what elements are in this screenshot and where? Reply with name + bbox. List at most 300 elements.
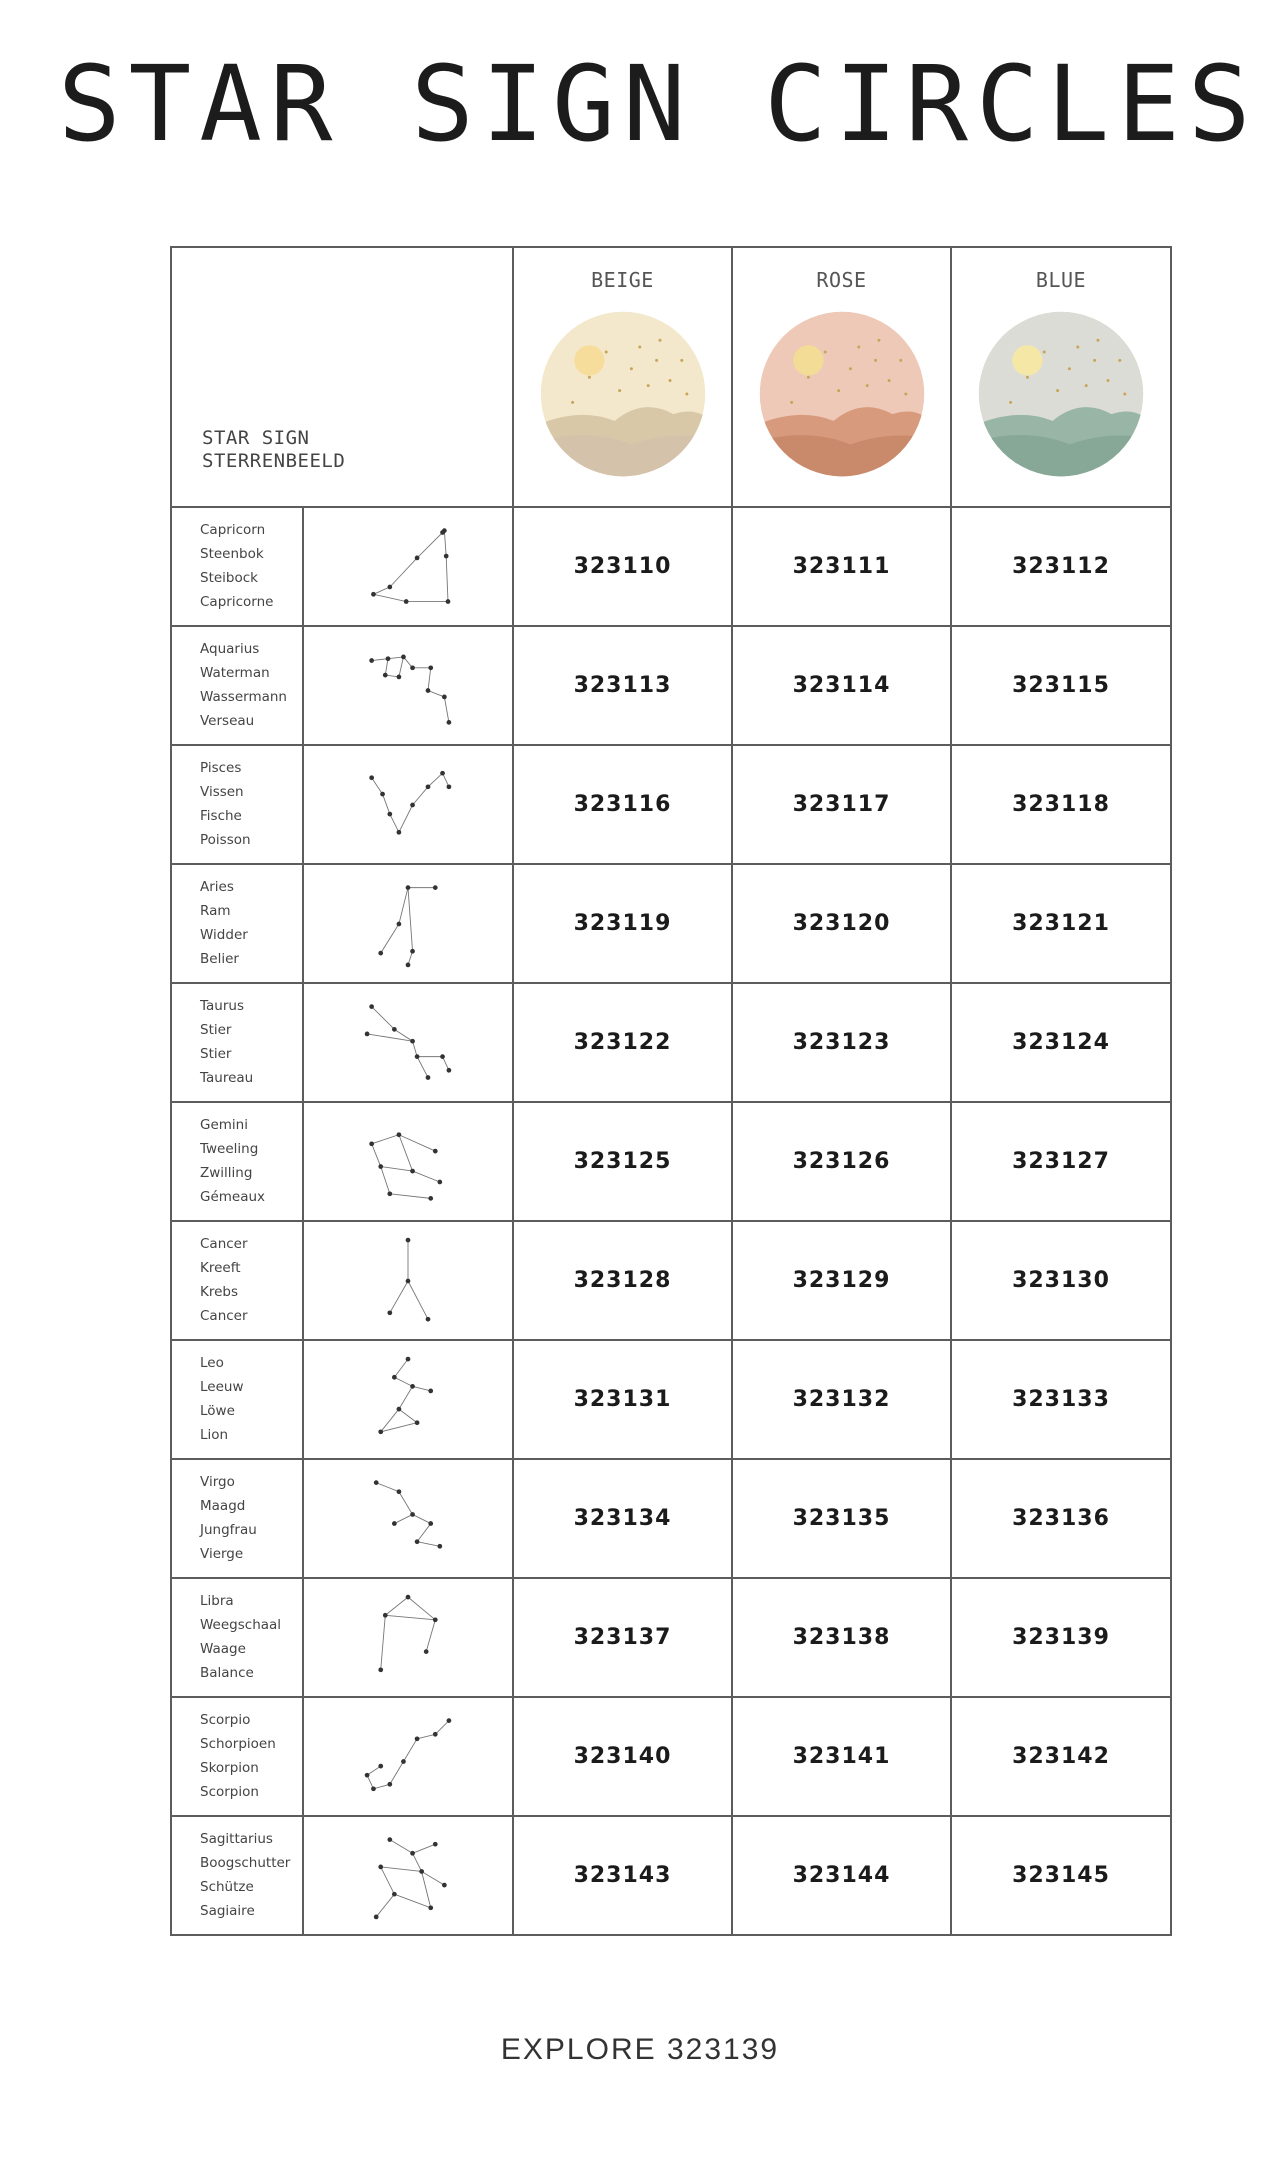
constellation-line	[390, 1761, 404, 1784]
constellation-line	[417, 530, 444, 557]
sky-star	[680, 359, 683, 362]
constellation-star	[433, 1148, 438, 1153]
sky-star	[887, 379, 890, 382]
article-code: 323141	[732, 1697, 951, 1816]
constellation-star	[369, 1004, 374, 1009]
constellation-star	[387, 1310, 392, 1315]
constellation-line	[373, 594, 406, 601]
sky-star	[877, 339, 880, 342]
constellation-line	[390, 557, 417, 586]
constellation-star	[378, 1864, 383, 1869]
sky-star	[618, 389, 621, 392]
sign-name: Waage	[200, 1641, 246, 1657]
constellation-line	[399, 887, 408, 923]
sky-star	[848, 367, 851, 370]
constellation-star	[410, 1512, 415, 1517]
table-row	[171, 1697, 1171, 1816]
constellation-star	[428, 1196, 433, 1201]
constellation-star	[433, 885, 438, 890]
article-code: 323117	[732, 745, 951, 864]
constellation-line	[372, 658, 388, 660]
variant-blue	[951, 247, 1171, 507]
article-code: 323114	[732, 626, 951, 745]
sign-name: Vierge	[200, 1546, 244, 1562]
sign-name: Boogschutter	[200, 1855, 291, 1871]
sign-name: Verseau	[200, 713, 255, 729]
constellation-line	[376, 1894, 394, 1917]
constellation-line	[385, 1615, 435, 1620]
table-row	[171, 1102, 1171, 1221]
sign-names	[171, 626, 303, 745]
constellation-line	[399, 805, 413, 832]
constellation-line	[408, 887, 413, 951]
sign-name: Wassermann	[200, 689, 287, 705]
product-table	[170, 246, 1172, 1936]
article-code: 323143	[513, 1816, 732, 1935]
constellation-star	[387, 1781, 392, 1786]
constellation-line	[413, 1853, 422, 1871]
constellation-star	[426, 1316, 431, 1321]
constellation-star	[406, 1278, 411, 1283]
sign-name: Skorpion	[200, 1760, 259, 1776]
constellation-star	[392, 1891, 397, 1896]
constellation-line	[372, 777, 383, 793]
constellation-line	[435, 1720, 449, 1734]
sky-star	[1056, 389, 1059, 392]
constellation-star	[365, 1031, 370, 1036]
article-code: 323116	[513, 745, 732, 864]
constellation-star	[374, 1480, 379, 1485]
sign-name: Leo	[200, 1355, 224, 1371]
constellation-line	[399, 1491, 413, 1514]
constellation-line	[408, 1597, 435, 1620]
constellation-star	[397, 1489, 402, 1494]
sky-star	[668, 379, 671, 382]
constellation-star	[404, 599, 409, 604]
variant-beige	[513, 247, 732, 507]
constellation-line	[444, 530, 446, 555]
sky-star	[904, 392, 907, 395]
constellation-star	[383, 672, 388, 677]
constellation-star	[386, 656, 391, 661]
constellation-line	[376, 1482, 399, 1491]
constellation-icon	[348, 1112, 468, 1212]
article-code: 323136	[951, 1459, 1171, 1578]
sign-name: Pisces	[200, 760, 242, 776]
constellation-line	[381, 924, 399, 953]
sky-star	[865, 384, 868, 387]
article-code: 323118	[951, 745, 1171, 864]
constellation-line	[372, 1006, 395, 1029]
constellation-line	[381, 1866, 395, 1893]
constellation-line	[394, 1894, 430, 1908]
constellation-line	[372, 1143, 381, 1166]
constellation-line	[372, 1134, 399, 1143]
constellation-cell	[303, 1697, 513, 1816]
article-code: 323123	[732, 983, 951, 1102]
constellation-star	[428, 1521, 433, 1526]
sign-name: Capricorn	[200, 522, 266, 538]
constellation-star	[426, 1075, 431, 1080]
article-code: 323135	[732, 1459, 951, 1578]
sign-names	[171, 1697, 303, 1816]
constellation-star	[387, 584, 392, 589]
constellation-icon	[348, 993, 468, 1093]
sky-star	[587, 376, 590, 379]
constellation-star	[415, 1420, 420, 1425]
constellation-line	[413, 1171, 440, 1182]
sign-name: Maagd	[200, 1498, 246, 1514]
constellation-star	[378, 1429, 383, 1434]
sky-star	[1093, 359, 1096, 362]
sky-star	[629, 367, 632, 370]
sign-names	[171, 864, 303, 983]
sky-star	[899, 359, 902, 362]
constellation-star	[440, 1054, 445, 1059]
hill-front	[758, 435, 926, 478]
constellation-line	[399, 1386, 413, 1409]
constellation-cell	[303, 745, 513, 864]
constellation-cell	[303, 1459, 513, 1578]
constellation-star	[426, 784, 431, 789]
sign-name: Leeuw	[200, 1379, 244, 1395]
sign-name: Krebs	[200, 1284, 239, 1300]
sign-names	[171, 507, 303, 626]
constellation-line	[394, 1514, 412, 1523]
constellation-line	[394, 1359, 408, 1377]
constellation-star	[437, 1543, 442, 1548]
table-row	[171, 1578, 1171, 1697]
constellation-line	[417, 1056, 428, 1077]
table-row	[171, 507, 1171, 626]
constellation-star	[428, 665, 433, 670]
sky-star	[806, 376, 809, 379]
sign-names	[171, 1221, 303, 1340]
table-row	[171, 626, 1171, 745]
constellation-line	[422, 1871, 445, 1885]
sky-star	[837, 389, 840, 392]
sky-star	[1118, 359, 1121, 362]
article-code: 323129	[732, 1221, 951, 1340]
constellation-cell	[303, 1578, 513, 1697]
constellation-line	[390, 1839, 413, 1853]
article-code: 323113	[513, 626, 732, 745]
sign-names	[171, 745, 303, 864]
sky-star	[1076, 345, 1079, 348]
constellation-star	[447, 720, 452, 725]
sign-name: Schütze	[200, 1879, 254, 1895]
article-code: 323144	[732, 1816, 951, 1935]
constellation-line	[381, 1422, 417, 1431]
sign-name: Weegschaal	[200, 1617, 282, 1633]
constellation-line	[446, 556, 448, 601]
constellation-star	[365, 1772, 370, 1777]
constellation-icon	[348, 1469, 468, 1569]
constellation-line	[385, 658, 388, 674]
header-label-nl: STERRENBEELD	[202, 450, 346, 473]
constellation-star	[447, 1718, 452, 1723]
constellation-star	[406, 1237, 411, 1242]
sign-name: Taureau	[200, 1070, 254, 1086]
variant-name: BLUE	[1035, 268, 1087, 292]
sign-name: Ram	[200, 903, 231, 919]
moon-icon	[574, 345, 604, 375]
constellation-star	[440, 770, 445, 775]
constellation-star	[410, 1384, 415, 1389]
article-code: 323124	[951, 983, 1171, 1102]
table-row	[171, 983, 1171, 1102]
constellation-star	[401, 1759, 406, 1764]
constellation-star	[406, 962, 411, 967]
sign-name: Gémeaux	[200, 1189, 266, 1205]
article-code: 323111	[732, 507, 951, 626]
header-row	[171, 247, 1171, 507]
constellation-cell	[303, 1816, 513, 1935]
article-code: 323142	[951, 1697, 1171, 1816]
article-code: 323133	[951, 1340, 1171, 1459]
sky-star	[604, 350, 607, 353]
constellation-line	[428, 667, 431, 690]
constellation-star	[401, 654, 406, 659]
constellation-icon	[348, 755, 468, 855]
constellation-line	[413, 1041, 418, 1056]
explore-link[interactable]: EXPLORE 323139	[500, 2033, 780, 2066]
constellation-line	[428, 773, 443, 787]
constellation-line	[373, 587, 389, 594]
constellation-star	[410, 1038, 415, 1043]
constellation-line	[413, 1386, 431, 1391]
constellation-icon	[348, 1350, 468, 1450]
constellation-line	[403, 1738, 417, 1761]
constellation-star	[387, 811, 392, 816]
moon-icon	[793, 345, 823, 375]
table-row	[171, 745, 1171, 864]
sign-name: Aquarius	[200, 641, 260, 657]
sky-star	[1026, 376, 1029, 379]
sign-name: Sagittarius	[200, 1831, 273, 1847]
article-code: 323130	[951, 1221, 1171, 1340]
constellation-star	[369, 775, 374, 780]
sky-star	[823, 350, 826, 353]
sign-names	[171, 1816, 303, 1935]
sign-name: Stier	[200, 1022, 232, 1038]
sky-star	[685, 392, 688, 395]
variant-name: ROSE	[816, 268, 867, 292]
constellation-star	[437, 1179, 442, 1184]
constellation-line	[367, 1033, 412, 1040]
constellation-cell	[303, 626, 513, 745]
constellation-line	[390, 814, 399, 832]
article-code: 323110	[513, 507, 732, 626]
sky-star	[790, 401, 793, 404]
blue-circle-illustration	[977, 310, 1145, 478]
sign-name: Balance	[200, 1665, 254, 1681]
constellation-line	[413, 1844, 436, 1853]
constellation-star	[371, 1786, 376, 1791]
sky-star	[1068, 367, 1071, 370]
constellation-star	[378, 950, 383, 955]
header-label-en: STAR SIGN	[202, 426, 310, 449]
moon-icon	[1012, 345, 1042, 375]
constellation-star	[387, 1837, 392, 1842]
sign-names	[171, 983, 303, 1102]
constellation-line	[399, 656, 404, 676]
constellation-star	[392, 1374, 397, 1379]
constellation-icon	[348, 1231, 468, 1331]
sky-star	[571, 401, 574, 404]
constellation-star	[415, 1054, 420, 1059]
sign-name: Zwilling	[200, 1165, 253, 1181]
sky-star	[658, 339, 661, 342]
article-code: 323126	[732, 1102, 951, 1221]
constellation-line	[413, 1514, 431, 1523]
sign-name: Belier	[200, 951, 239, 967]
constellation-line	[383, 794, 390, 814]
constellation-line	[408, 1281, 428, 1319]
sign-names	[171, 1102, 303, 1221]
article-code: 323134	[513, 1459, 732, 1578]
constellation-star	[415, 1539, 420, 1544]
rose-circle-illustration	[758, 310, 926, 478]
page-title: STAR SIGN CIRCLES	[58, 43, 1259, 165]
constellation-line	[422, 1871, 431, 1907]
constellation-star	[433, 1731, 438, 1736]
constellation-star	[433, 1617, 438, 1622]
constellation-line	[381, 1615, 386, 1670]
constellation-line	[413, 786, 428, 804]
constellation-cell	[303, 1102, 513, 1221]
variant-name: BEIGE	[591, 268, 654, 292]
sign-name: Poisson	[200, 832, 251, 848]
constellation-star	[419, 1869, 424, 1874]
constellation-cell	[303, 1221, 513, 1340]
table-row	[171, 864, 1171, 983]
constellation-star	[433, 1841, 438, 1846]
sign-name: Löwe	[200, 1403, 235, 1419]
constellation-line	[385, 1597, 408, 1615]
sign-name: Scorpion	[200, 1784, 259, 1800]
constellation-star	[397, 1406, 402, 1411]
sky-star	[1107, 379, 1110, 382]
constellation-line	[381, 1866, 422, 1871]
article-code: 323119	[513, 864, 732, 983]
constellation-star	[374, 1914, 379, 1919]
constellation-star	[415, 1736, 420, 1741]
constellation-star	[369, 658, 374, 663]
article-code: 323128	[513, 1221, 732, 1340]
constellation-line	[444, 696, 449, 721]
sign-name: Cancer	[200, 1236, 248, 1252]
sign-name: Sagiaire	[200, 1903, 255, 1919]
table-row	[171, 1221, 1171, 1340]
constellation-line	[390, 1193, 431, 1198]
article-code: 323138	[732, 1578, 951, 1697]
article-code: 323125	[513, 1102, 732, 1221]
constellation-star	[426, 688, 431, 693]
constellation-line	[417, 1734, 435, 1739]
sign-names	[171, 1578, 303, 1697]
sign-name: Taurus	[200, 998, 244, 1014]
constellation-star	[440, 530, 445, 535]
constellation-star	[378, 1667, 383, 1672]
sign-name: Steibock	[200, 570, 258, 586]
constellation-line	[373, 1784, 389, 1789]
sign-name: Cancer	[200, 1308, 248, 1324]
article-code: 323132	[732, 1340, 951, 1459]
constellation-star	[397, 1132, 402, 1137]
constellation-star	[383, 1612, 388, 1617]
sign-names	[171, 1340, 303, 1459]
constellation-line	[417, 1541, 440, 1546]
article-code: 323127	[951, 1102, 1171, 1221]
constellation-star	[406, 885, 411, 890]
constellation-star	[447, 1067, 452, 1072]
constellation-star	[446, 599, 451, 604]
variant-rose	[732, 247, 951, 507]
constellation-star	[387, 1191, 392, 1196]
table-row	[171, 1340, 1171, 1459]
sky-star	[1123, 392, 1126, 395]
table-row	[171, 1459, 1171, 1578]
constellation-star	[406, 1356, 411, 1361]
constellation-star	[410, 665, 415, 670]
hill-front	[539, 435, 707, 478]
constellation-cell	[303, 507, 513, 626]
sign-names	[171, 1459, 303, 1578]
constellation-star	[397, 674, 402, 679]
constellation-cell	[303, 1340, 513, 1459]
sign-name: Stier	[200, 1046, 232, 1062]
sky-star	[1096, 339, 1099, 342]
constellation-star	[442, 694, 447, 699]
constellation-star	[406, 1594, 411, 1599]
constellation-line	[394, 1377, 412, 1386]
constellation-line	[426, 1619, 435, 1651]
sign-name: Gemini	[200, 1117, 248, 1133]
constellation-line	[367, 1766, 381, 1775]
beige-circle-illustration	[539, 310, 707, 478]
constellation-star	[397, 921, 402, 926]
sign-name: Aries	[200, 879, 234, 895]
constellation-star	[371, 591, 376, 596]
constellation-star	[378, 1763, 383, 1768]
article-code: 323115	[951, 626, 1171, 745]
sky-star	[1043, 350, 1046, 353]
constellation-star	[369, 1141, 374, 1146]
sign-name: Schorpioen	[200, 1736, 276, 1752]
constellation-star	[410, 1168, 415, 1173]
sign-name: Kreeft	[200, 1260, 241, 1276]
sky-star	[638, 345, 641, 348]
constellation-star	[397, 829, 402, 834]
sign-name: Virgo	[200, 1474, 235, 1490]
constellation-cell	[303, 864, 513, 983]
constellation-star	[392, 1027, 397, 1032]
sign-name: Lion	[200, 1427, 229, 1443]
article-code: 323131	[513, 1340, 732, 1459]
article-code: 323139	[951, 1578, 1171, 1697]
sign-name: Scorpio	[200, 1712, 251, 1728]
article-code: 323120	[732, 864, 951, 983]
constellation-star	[428, 1388, 433, 1393]
sign-name: Fische	[200, 808, 242, 824]
sky-star	[874, 359, 877, 362]
sign-name: Steenbok	[200, 546, 264, 562]
constellation-star	[410, 802, 415, 807]
constellation-line	[417, 1523, 431, 1541]
sky-star	[857, 345, 860, 348]
hill-front	[977, 435, 1145, 478]
